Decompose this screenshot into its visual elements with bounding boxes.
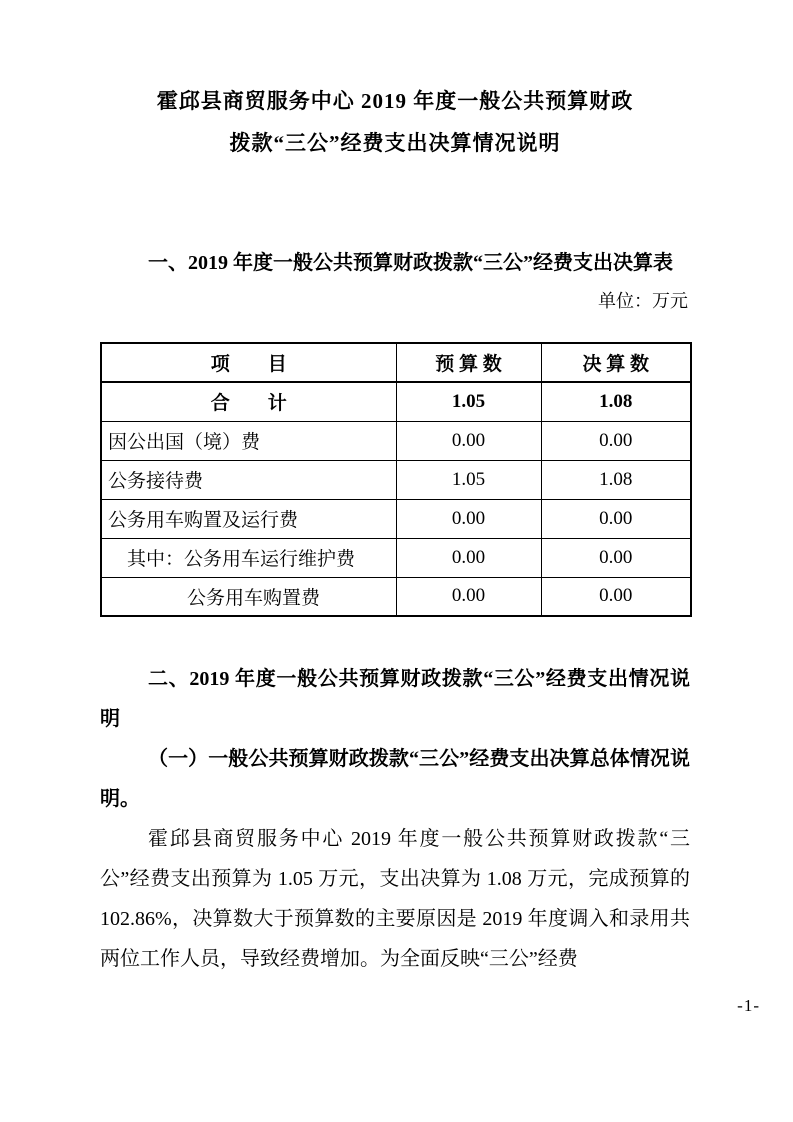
item-cell: 公务用车购置及运行费 [101, 499, 396, 538]
section-2-1-heading: （一）一般公共预算财政拨款“三公”经费支出决算总体情况说明。 [100, 748, 690, 810]
final-cell: 0.00 [541, 499, 691, 538]
table-row [101, 421, 691, 460]
column-header-item: 项 目 [101, 343, 396, 382]
budget-cell: 0.00 [396, 538, 541, 577]
final-cell: 1.08 [541, 460, 691, 499]
final-cell: 0.00 [541, 538, 691, 577]
page-number: -1- [737, 996, 760, 1015]
item-cell: 因公出国（境）费 [101, 421, 396, 460]
section-2-1-paragraph: 霍邱县商贸服务中心 2019 年度一般公共预算财政拨款“三公”经费支出预算为 1.05 万元，支出决算为 1.08 万元，完成预算的 102.86%，决算数大于预算数的主要原因是 2019 年度调入和录用共两位工作人员，导致经费增加。为全面反映“三公”经费 [100, 828, 690, 970]
budget-cell: 0.00 [396, 577, 541, 616]
final-cell: 1.08 [541, 382, 691, 421]
document-title [100, 80, 690, 164]
column-header-final: 决 算 数 [541, 343, 691, 382]
document-title-line-2: 拨款“三公”经费支出决算情况说明 [229, 131, 561, 155]
table-row [101, 499, 691, 538]
table-row [101, 577, 691, 616]
final-cell: 0.00 [541, 421, 691, 460]
table-row-total [101, 382, 691, 421]
budget-cell: 1.05 [396, 460, 541, 499]
item-cell: 公务接待费 [101, 460, 396, 499]
budget-cell: 1.05 [396, 382, 541, 421]
document-title-line-1: 霍邱县商贸服务中心 2019 年度一般公共预算财政 [156, 89, 634, 113]
final-cell: 0.00 [541, 577, 691, 616]
item-cell: 公务用车购置费 [101, 577, 396, 616]
unit-label: 单位：万元 [598, 291, 688, 311]
table-header-row [101, 343, 691, 382]
table-row [101, 538, 691, 577]
table-row [101, 460, 691, 499]
section-2-heading: 二、2019 年度一般公共预算财政拨款“三公”经费支出情况说明 [100, 668, 690, 730]
item-cell: 合 计 [101, 382, 396, 421]
column-header-budget: 预 算 数 [396, 343, 541, 382]
section-1-heading: 一、2019 年度一般公共预算财政拨款“三公”经费支出决算表 [148, 252, 673, 274]
budget-cell: 0.00 [396, 499, 541, 538]
budget-table [100, 342, 692, 617]
item-cell: 其中：公务用车运行维护费 [101, 538, 396, 577]
budget-cell: 0.00 [396, 421, 541, 460]
